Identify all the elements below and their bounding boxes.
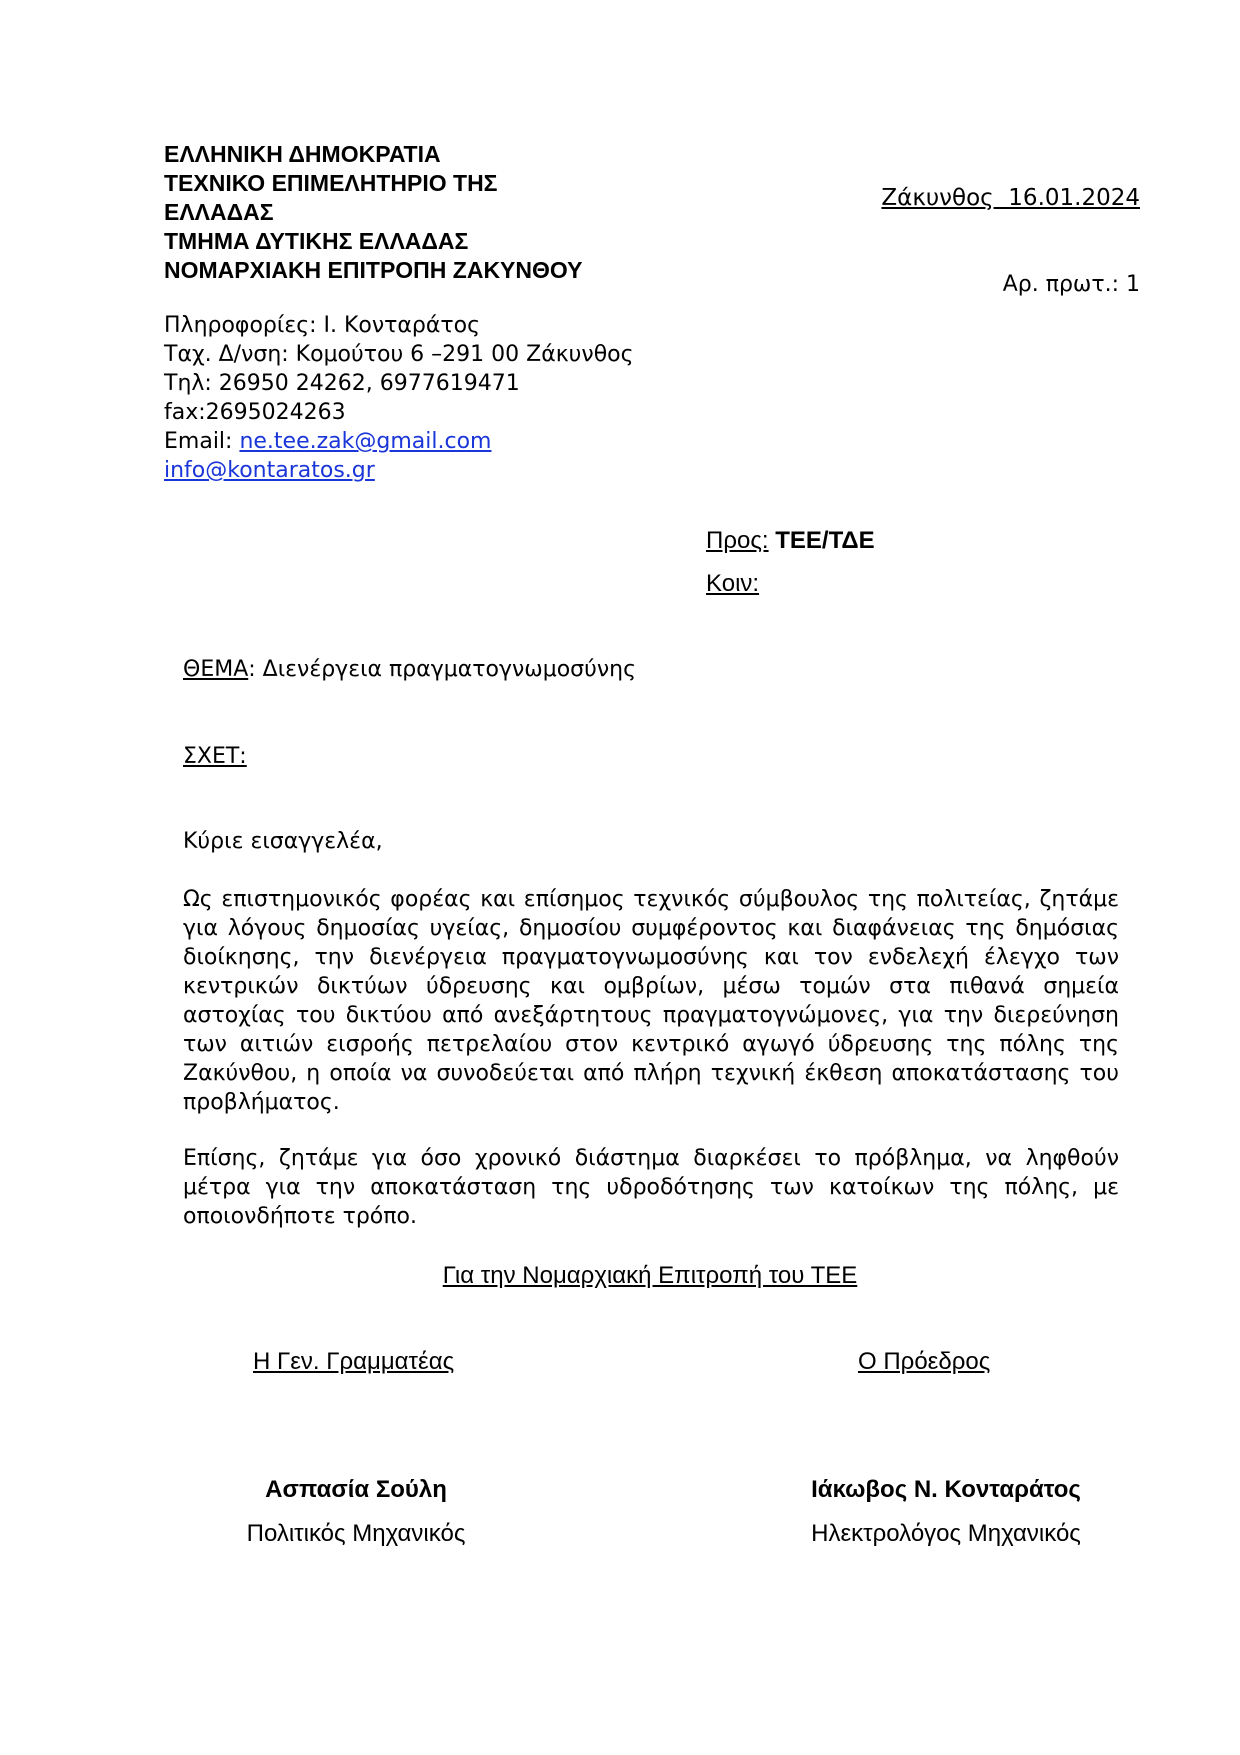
subject-label: ΘΕΜΑ	[183, 657, 249, 682]
body-paragraph-1: Ως επιστημονικός φορέας και επίσημος τεχνικός σύμβουλος της πολιτείας, ζητάμε για λόγους δημοσίας υγείας, δημοσίου συμφέροντος και διαφάνειας της δημόσιας διοίκησης, την διενέργεια πραγματογνωμοσύνης και τον ενδελεχή έλεγχο των κεντρικών δικτύων ύδρευσης και ομβρίων, μέσω τομών στα πιθανά σημεία αστοχίας του δικτύου από ανεξάρτητους πραγματογνώμονες, για την διερεύνηση των αιτιών εισροής πετρελαίου στον κεντρικό αγωγό ύδρευσης της πόλης της Ζακύνθου, η οποία να συνοδεύεται από πλήρη τεχνική έκθεση αποκατάστασης του προβλήματος.	[183, 887, 1119, 1115]
contact-address: Ταχ. Δ/νση: Κομούτου 6 –291 00 Ζάκυνθος	[164, 342, 634, 367]
recipient-cc-label: Κοιν:	[706, 570, 760, 597]
letterhead-line: ΝΟΜΑΡΧΙΑΚΗ ΕΠΙΤΡΟΠΗ ΖΑΚΥΝΘΟΥ	[164, 257, 583, 283]
left-signatory-name: Ασπασία Σούλη	[265, 1476, 447, 1503]
email2-link[interactable]: info@kontaratos.gr	[164, 458, 375, 483]
contact-phone: Τηλ: 26950 24262, 6977619471	[164, 371, 520, 396]
body-paragraph-2: Επίσης, ζητάμε για όσο χρονικό διάστημα διαρκέσει το πρόβλημα, να ληφθούν μέτρα για την αποκατάσταση της υδροδότησης των κατοίκων της πόλης, με οποιονδήποτε τρόπο.	[183, 1146, 1119, 1229]
right-signatory-name: Ιάκωβος Ν. Κονταράτος	[811, 1476, 1081, 1503]
document-date: Ζάκυνθος 16.01.2024	[881, 185, 1140, 211]
letterhead	[164, 140, 684, 285]
email-link[interactable]: ne.tee.zak@gmail.com	[239, 429, 492, 454]
protocol-number: Αρ. πρωτ.: 1	[1002, 272, 1140, 297]
subject-line	[183, 657, 636, 682]
letterhead-line: ΤΕΧΝΙΚΟ ΕΠΙΜΕΛΗΤΗΡΙΟ ΤΗΣ	[164, 170, 498, 196]
contact-block	[164, 311, 634, 485]
right-signatory-role: Ο Πρόεδρος	[858, 1348, 991, 1375]
reference-label: ΣΧΕΤ:	[183, 744, 247, 769]
committee-line	[0, 1262, 1240, 1290]
recipient-to	[706, 527, 875, 555]
contact-fax: fax:2695024263	[164, 400, 346, 425]
left-signatory-role: Η Γεν. Γραμματέας	[253, 1348, 455, 1375]
letterhead-line: ΕΛΛΑΔΑΣ	[164, 199, 274, 225]
committee-text: Για την Νομαρχιακή Επιτροπή του ΤΕΕ	[442, 1262, 858, 1289]
right-signatory-title: Ηλεκτρολόγος Μηχανικός	[811, 1520, 1081, 1547]
salutation: Κύριε εισαγγελέα,	[183, 829, 383, 854]
contact-info: Πληροφορίες: Ι. Κονταράτος	[164, 313, 481, 338]
contact-email-row	[164, 427, 634, 456]
letterhead-line: ΤΜΗΜΑ ΔΥΤΙΚΗΣ ΕΛΛΑΔΑΣ	[164, 228, 469, 254]
letterhead-line: ΕΛΛΗΝΙΚΗ ΔΗΜΟΚΡΑΤΙΑ	[164, 141, 441, 167]
left-signatory-title: Πολιτικός Μηχανικός	[246, 1520, 466, 1547]
email-label: Email:	[164, 429, 240, 454]
contact-email2-row	[164, 456, 634, 485]
to-value: ΤΕΕ/ΤΔΕ	[775, 527, 875, 554]
to-label: Προς:	[706, 527, 769, 554]
subject-text: : Διενέργεια πραγματογνωμοσύνης	[248, 657, 636, 682]
